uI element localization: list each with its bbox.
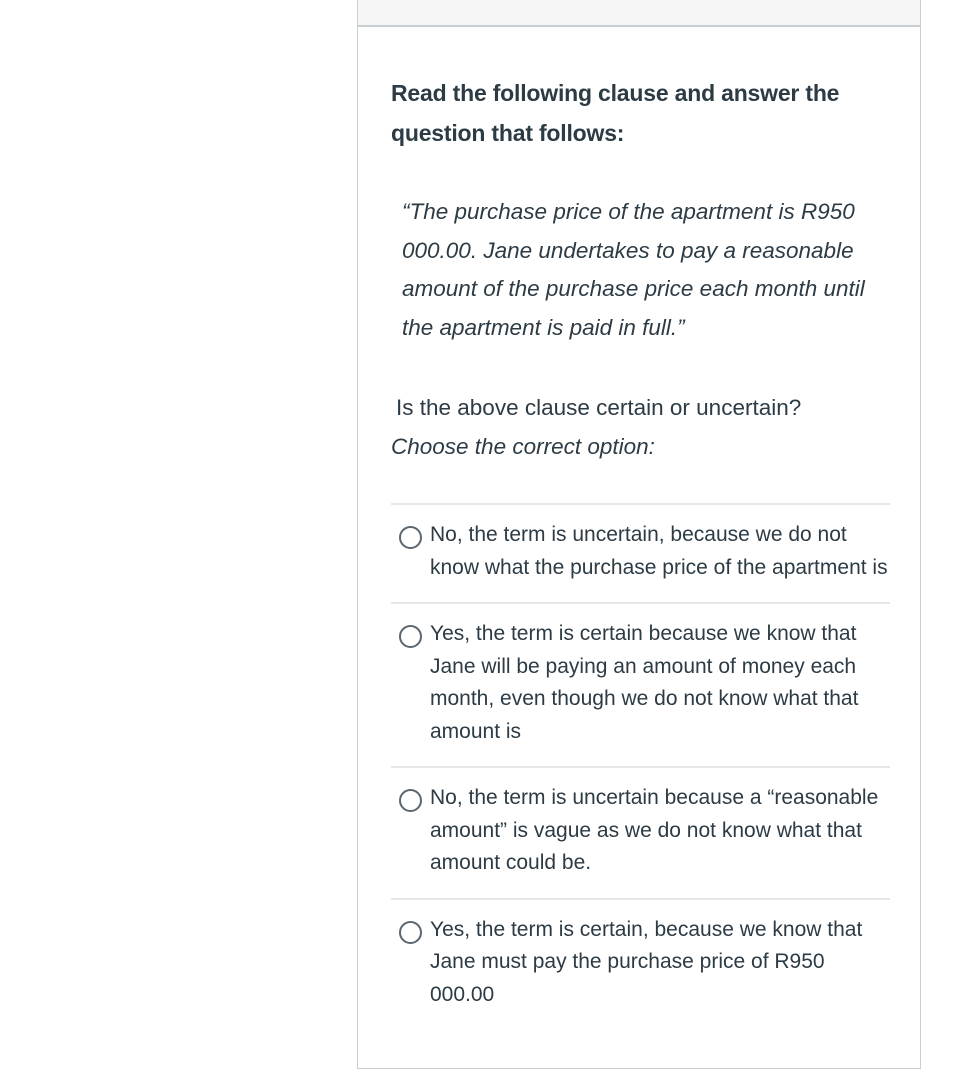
radio-button[interactable]	[399, 921, 422, 944]
answer-option-4[interactable]	[391, 898, 890, 1030]
radio-button[interactable]	[399, 625, 422, 648]
question-intro: Read the following clause and answer the question that follows:	[391, 80, 840, 146]
radio-button[interactable]	[399, 789, 422, 812]
question-prompt: Is the above clause certain or uncertain?	[396, 395, 802, 420]
answer-label: No, the term is uncertain because a “reasonable amount” is vague as we do not know what that amount could be.	[430, 786, 879, 874]
answer-label: Yes, the term is certain because we know that Jane will be paying an amount of money each month, even though we do not know what that amount is	[430, 622, 859, 743]
radio-button[interactable]	[399, 526, 422, 549]
answer-label: No, the term is uncertain, because we do not know what the purchase price of the apartment is	[430, 523, 888, 579]
clause-quote: “The purchase price of the apartment is R950 000.00. Jane undertakes to pay a reasonable amount of the purchase price each month until the apartment is paid in full.”	[402, 199, 865, 340]
question-header	[358, 0, 920, 27]
answer-label: Yes, the term is certain, because we know that Jane must pay the purchase price of R950 000.00	[430, 917, 863, 1006]
question-card	[357, 0, 921, 1069]
question-instruction: Choose the correct option:	[391, 434, 655, 459]
answer-list	[391, 503, 890, 1029]
answer-option-1[interactable]	[391, 503, 890, 602]
answer-option-2[interactable]	[391, 602, 890, 766]
answer-option-3[interactable]	[391, 766, 890, 898]
